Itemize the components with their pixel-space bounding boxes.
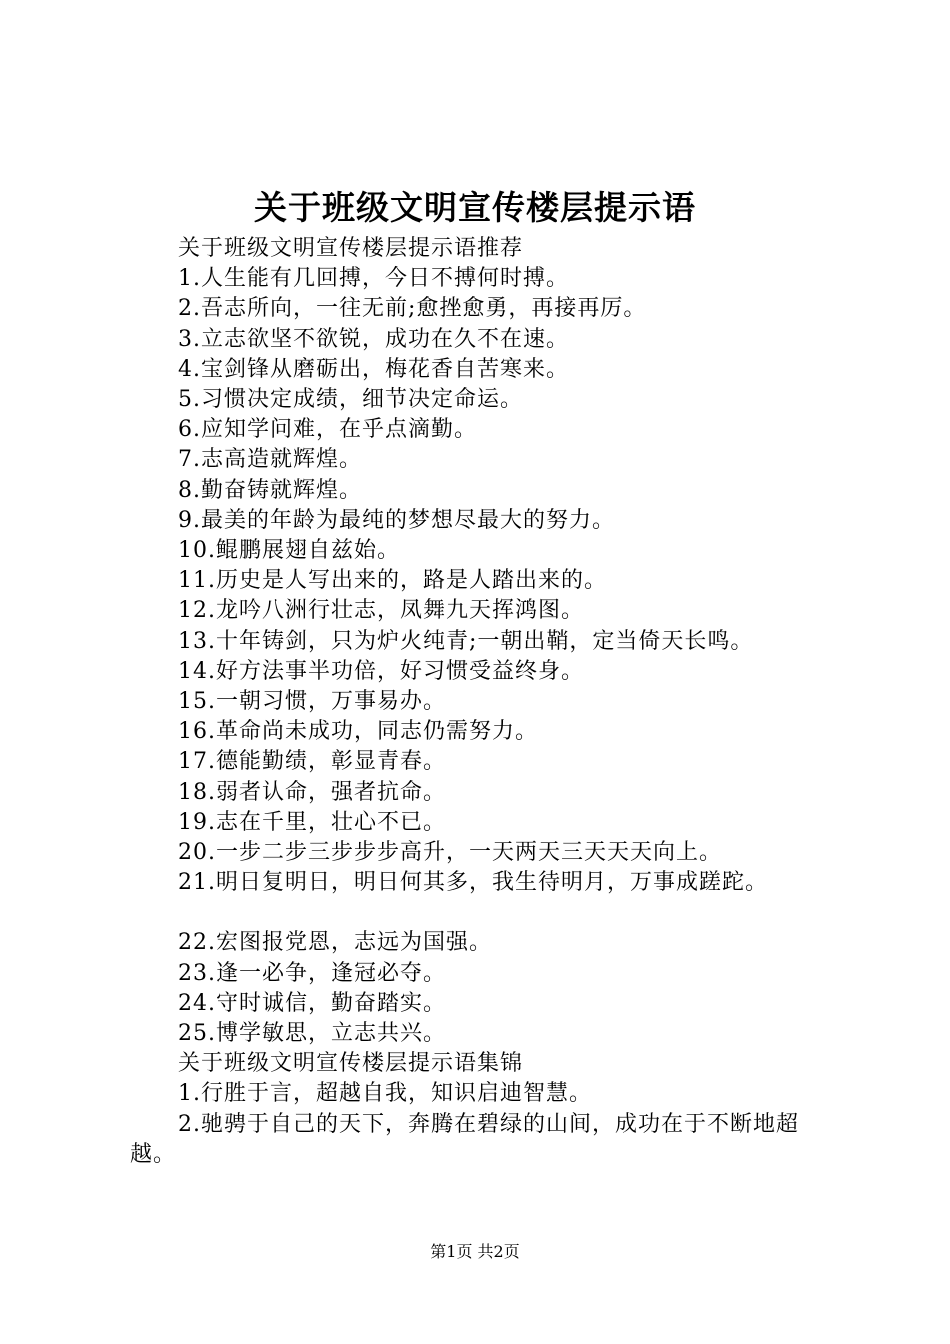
list-item: 8.勤奋铸就辉煌。 [178,477,362,503]
list-item: 3.立志欲坚不欲锐，成功在久不在速。 [178,326,569,352]
list-item: 10.鲲鹏展翅自兹始。 [178,538,400,564]
list-item: 15.一朝习惯，万事易办。 [178,689,446,715]
list-item: 1.行胜于言，超越自我，知识启迪智慧。 [178,1081,592,1107]
list-item: 6.应知学问难，在乎点滴勤。 [178,417,477,443]
list-item: 4.宝剑锋从磨砺出，梅花香自苦寒来。 [178,356,569,382]
list-item: 20.一步二步三步步步高升，一天两天三天天天向上。 [178,840,722,866]
list-item: 2.驰骋于自己的天下，奔腾在碧绿的山间，成功在于不断地超越。 [130,1111,799,1167]
list-item: 16.革命尚未成功，同志仍需努力。 [178,719,538,745]
list-item: 7.志高造就辉煌。 [178,447,362,473]
section-heading: 关于班级文明宣传楼层提示语集锦 [178,1051,524,1077]
list-item: 24.守时诚信，勤奋踏实。 [178,990,446,1016]
list-item: 25.博学敏思，立志共兴。 [178,1021,446,1047]
list-item: 11.历史是人写出来的，路是人踏出来的。 [178,568,607,594]
list-item: 14.好方法事半功倍，好习惯受益终身。 [178,658,584,684]
list-item: 9.最美的年龄为最纯的梦想尽最大的努力。 [178,507,615,533]
page-title: 关于班级文明宣传楼层提示语 [254,188,696,227]
list-group-2 [130,928,840,1170]
list-group-1 [130,234,840,898]
list-item: 1.人生能有几回搏，今日不搏何时搏。 [178,266,569,292]
list-item: 2.吾志所向，一往无前;愈挫愈勇，再接再厉。 [178,296,647,322]
list-item: 13.十年铸剑，只为炉火纯青;一朝出鞘，定当倚天长鸣。 [178,628,754,654]
list-item: 12.龙吟八洲行壮志，凤舞九天挥鸿图。 [178,598,584,624]
list-item: 19.志在千里，壮心不已。 [178,809,446,835]
page-footer: 第1页 共2页 [430,1242,520,1261]
list-item: 22.宏图报党恩，志远为国强。 [178,930,492,956]
list-item: 关于班级文明宣传楼层提示语推荐 [178,236,524,261]
list-item: 21.明日复明日，明日何其多，我生待明月，万事成蹉跎。 [178,870,768,896]
list-item: 18.弱者认命，强者抗命。 [178,779,446,805]
list-item: 17.德能勤绩，彰显青春。 [178,749,446,775]
list-item: 23.逢一必争，逢冠必夺。 [178,960,446,986]
document-body [130,234,840,1170]
paragraph-gap [130,898,840,928]
list-item: 5.习惯决定成绩，细节决定命运。 [178,387,523,413]
